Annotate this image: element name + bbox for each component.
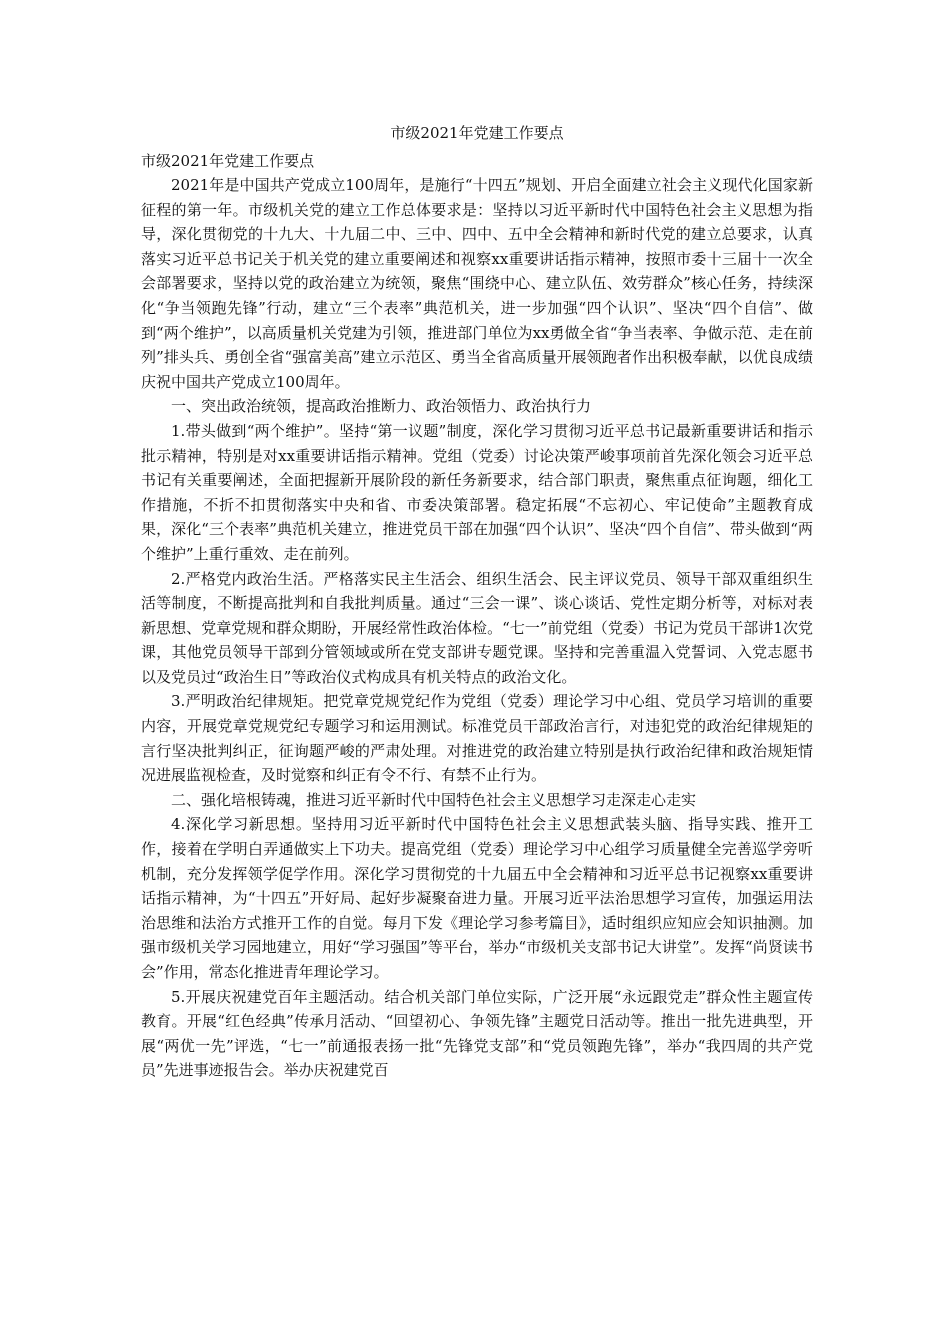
page-title: 市级2021年党建工作要点 [390,124,564,142]
item-paragraph-2: 2.严格党内政治生活。严格落实民主生活会、组织生活会、民主评议党员、领导干部双重组织生活等制度，不断提高批判和自我批判质量。通过“三会一课”、谈心谈话、党性定期分析等，对标对表新思想、党章党规和群众期盼，开展经常性政治体检。“七一”前党组（党委）书记为党员干部讲1次党课，其他党员领导干部到分管领域或所在党支部讲专题党课。坚持和完善重温入党誓词、入党志愿书以及党员过“政治生日”等政治仪式构成具有机关特点的政治文化。 [141,569,813,686]
item-paragraph-4: 4.深化学习新思想。坚持用习近平新时代中国特色社会主义思想武装头脑、指导实践、推开工作，接着在学明白弄通做实上下功夫。提高党组（党委）理论学习中心组学习质量健全完善巡学旁听机制，充分发挥领学促学作用。深化学习贯彻党的十九届五中全会精神和习近平总书记视察xx重要讲话指示精神，为“十四五”开好局、起好步凝聚奋进力量。开展习近平法治思想学习宣传，加强运用法治思维和法治方式推开工作的自觉。每月下发《理论学习参考篇目》，适时组织应知应会知识抽测。加强市级机关学习园地建立，用好“学习强国”等平台，举办“市级机关支部书记大讲堂”。发挥“尚贤读书会”作用，常态化推进青年理论学习。 [141,815,813,981]
section-heading-2: 二、强化培根铸魂，推进习近平新时代中国特色社会主义思想学习走深走心走实 [171,790,697,809]
document-subtitle: 市级2021年党建工作要点 [141,152,315,170]
item-paragraph-5: 5.开展庆祝建党百年主题活动。结合机关部门单位实际，广泛开展“永远跟党走”群众性主题宣传教育。开展“红色经典”传承月活动、“回望初心、争领先锋”主题党日活动等。推出一批先进典型，开展“两优一先”评选，“七一”前通报表扬一批“先锋党支部”和“党员领跑先锋”，举办“我四周的共产党员”先进事迹报告会。举办庆祝建党百 [141,987,813,1080]
item-paragraph-3: 3.严明政治纪律规矩。把党章党规党纪作为党组（党委）理论学习中心组、党员学习培训的重要内容，开展党章党规党纪专题学习和运用测试。标准党员干部政治言行，对违犯党的政治纪律规矩的言行坚决批判纠正，征询题严峻的严肃处理。对推进党的政治建立特别是执行政治纪律和政治规矩情况进展监视检查，及时觉察和纠正有令不行、有禁不止行为。 [141,692,813,785]
document-body [141,121,813,1083]
section-heading-1: 一、突出政治统领，提高政治推断力、政治领悟力、政治执行力 [171,397,592,416]
item-paragraph-1: 1.带头做到“两个维护”。坚持“第一议题”制度，深化学习贯彻习近平总书记最新重要讲话和指示批示精神，特别是对xx重要讲话指示精神。党组（党委）讨论决策严峻事项前首先深化领会习近平总书记有关重要阐述，全面把握新开展阶段的新任务新要求，结合部门职责，聚焦重点征询题，细化工作措施，不折不扣贯彻落实中央和省、市委决策部署。稳定拓展“不忘初心、牢记使命”主题教育成果，深化“三个表率”典范机关建立，推进党员干部在加强“四个认识”、坚决“四个自信”、带头做到“两个维护”上重行重效、走在前列。 [141,421,813,563]
intro-paragraph: 2021年是中国共产党成立100周年，是施行“十四五”规划、开启全面建立社会主义现代化国家新征程的第一年。市级机关党的建立工作总体要求是：坚持以习近平新时代中国特色社会主义思想为指导，深化贯彻党的十九大、十九届二中、三中、四中、五中全会精神和新时代党的建立总要求，认真落实习近平总书记关于机关党的建立重要阐述和视察xx重要讲话指示精神，按照市委十三届十一次全会部署要求，坚持以党的政治建立为统领，聚焦“围绕中心、建立队伍、效劳群众”核心任务，持续深化“争当领跑先锋”行动，建立“三个表率”典范机关，进一步加强“四个认识”、坚决“四个自信”、做到“两个维护”，以高质量机关党建为引领，推进部门单位为xx勇做全省“争当表率、争做示范、走在前列”排头兵、勇创全省“强富美高”建立示范区、勇当全省高质量开展领跑者作出积极奉献，以优良成绩庆祝中国共产党成立100周年。 [141,176,813,391]
